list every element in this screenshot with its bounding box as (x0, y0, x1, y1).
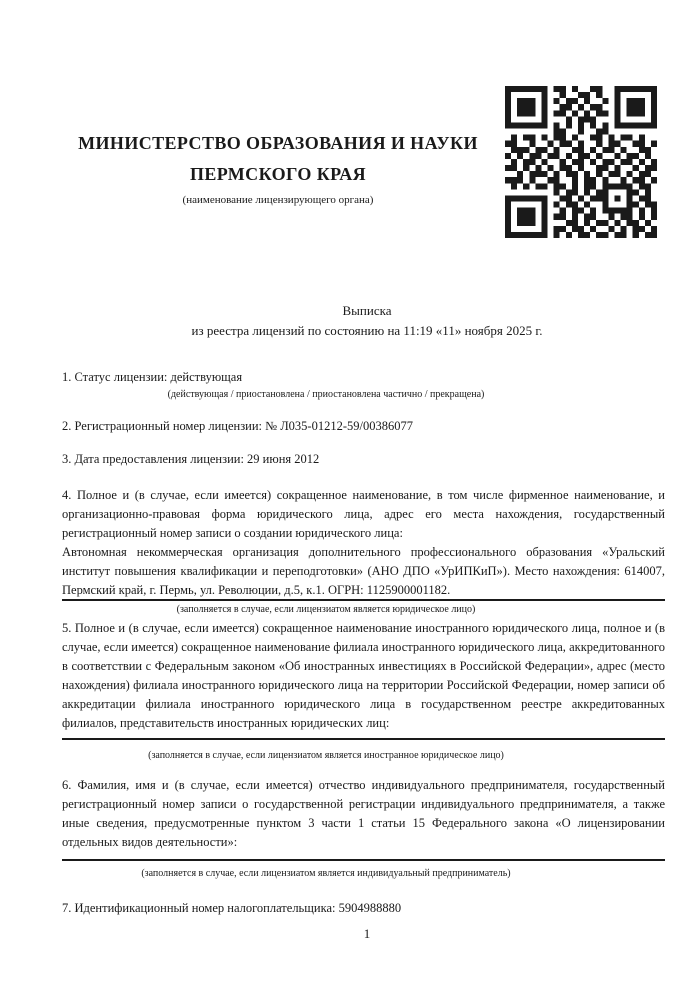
ministry-name-line2: ПЕРМСКОГО КРАЯ (189, 164, 367, 184)
license-status-caption: (действующая / приостановлена / приостановлена частично / прекращена) (167, 388, 485, 400)
legal-entity-description: 4. Полное и (в случае, если имеется) сокращенное наименование, в том числе фирменное наименование, и организационно-правовая форма юридического лица, адрес его места нахождения, государственный регистрационный номер записи о создании юридического лица: (62, 488, 665, 540)
item-license-grant-date (62, 450, 665, 469)
item-taxpayer-number (62, 899, 665, 918)
document-title-line1: Выписка (342, 303, 392, 318)
license-status-text: 1. Статус лицензии: действующая (62, 370, 243, 384)
individual-entrepreneur-description: 6. Фамилия, имя и (в случае, если имеется) отчество индивидуального предпринимателя, государственный регистрационный номер записи о государственной регистрации индивидуального предпринимателя, а также иные сведения, предусмотренные пунктом 3 части 1 статьи 15 Федерального закона «О лицензировании отдельных видов деятельности»: (62, 778, 665, 849)
document-title-line2: из реестра лицензий по состоянию на 11:19 «11» ноября 2025 г. (191, 323, 543, 338)
legal-entity-rule (62, 599, 665, 601)
ministry-name-caption: (наименование лицензирующего органа) (182, 194, 374, 206)
document-title (35, 301, 699, 341)
qr-code (505, 86, 657, 238)
taxpayer-number-text: 7. Идентификационный номер налогоплательщика: 5904988880 (62, 901, 402, 915)
ministry-header (37, 128, 519, 207)
registration-number-text: 2. Регистрационный номер лицензии: № Л035-01212-59/00386077 (62, 419, 413, 433)
legal-entity-caption: (заполняется в случае, если лицензиатом является юридическое лицо) (176, 604, 476, 616)
foreign-entity-caption: (заполняется в случае, если лицензиатом является иностранное юридическое лицо) (148, 750, 504, 762)
item-individual-entrepreneur (62, 776, 665, 880)
individual-entrepreneur-caption: (заполняется в случае, если лицензиатом является индивидуальный предприниматель) (141, 867, 511, 879)
item-registration-number (62, 417, 665, 436)
foreign-entity-rule (62, 738, 665, 740)
item-foreign-entity (62, 619, 665, 762)
foreign-entity-description: 5. Полное и (в случае, если имеется) сокращенное наименование иностранного юридического лица, полное и (в случае, если имеется) сокращенное наименование филиала иностранного юридического лица, аккредитованного в соответствии с Федеральным законом «Об иностранных инвестициях в Российской Федерации», адрес (место нахождения) филиала иностранного юридического лица на территории Российской Федерации, номер записи об аккредитации филиала иностранного юридического лица в государственном реестре аккредитованных филиалов, представительств иностранных юридических лиц: (62, 621, 665, 730)
item-legal-entity (62, 486, 665, 616)
ministry-name-line1: МИНИСТЕРСТВО ОБРАЗОВАНИЯ И НАУКИ (78, 133, 478, 153)
item-license-status (62, 368, 665, 401)
legal-entity-value: Автономная некоммерческая организация дополнительного профессионального образования «Уральский институт повышения квалификации и переподготовки» (АНО ДПО «УрИПКиП»). Место нахождения: 614007, Пермский край, г. Пермь, ул. Революции, д.5, к.1. ОГРН: 1125900001182. (62, 544, 665, 597)
individual-entrepreneur-rule (62, 859, 665, 861)
license-grant-date-text: 3. Дата предоставления лицензии: 29 июня 2012 (62, 452, 320, 466)
page-number: 1 (363, 926, 371, 941)
